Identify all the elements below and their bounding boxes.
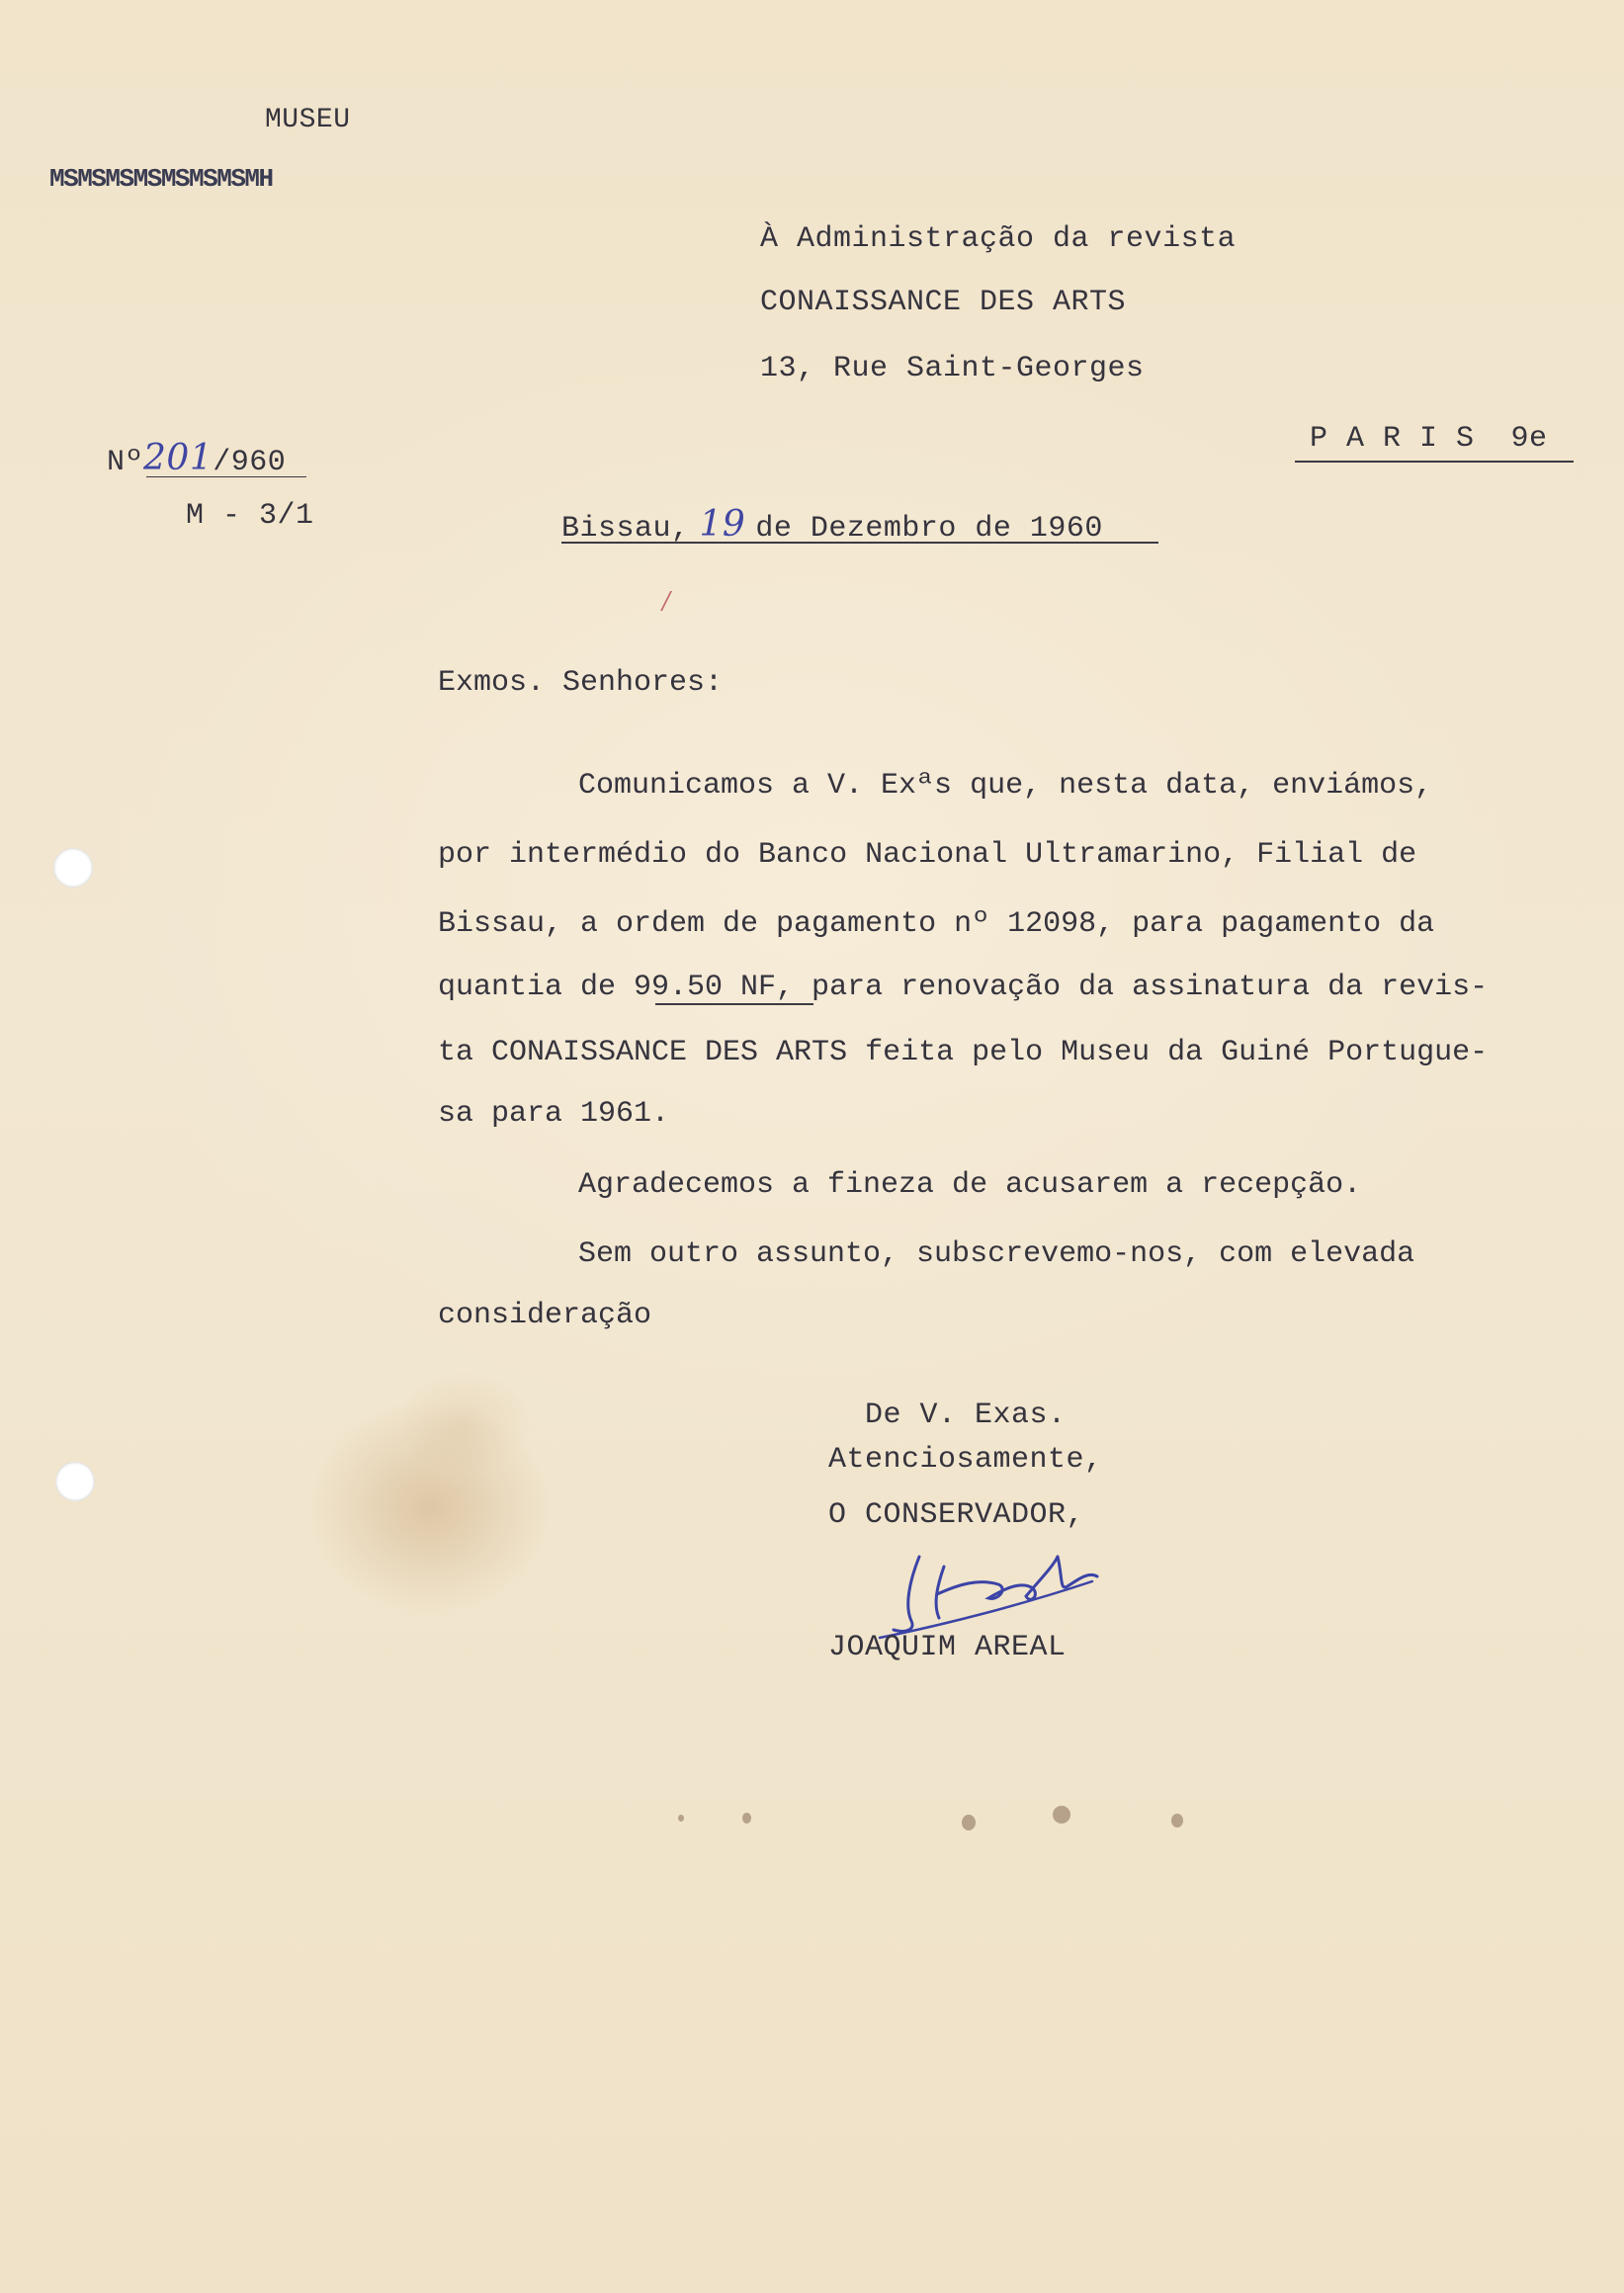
date-underline	[561, 542, 1158, 544]
paragraph-1-line-1: Comunicamos a V. Exªs que, nesta data, enviámos,	[578, 769, 1433, 803]
reference-handwritten-number: 201	[143, 438, 214, 478]
closing-line-1: De V. Exas.	[865, 1399, 1067, 1432]
paragraph-2: Agradecemos a fineza de acusarem a recepção.	[578, 1168, 1362, 1202]
stain-spot	[742, 1813, 751, 1824]
sender-museum: MUSEU	[265, 105, 351, 135]
sender-struck-line: MSMSMSMSMSMSMSMH	[49, 164, 273, 194]
reference-year: /960	[213, 446, 287, 479]
stain-spot	[1053, 1806, 1070, 1824]
date-line	[561, 504, 1103, 546]
paragraph-1-line-4: quantia de 99.50 NF, para renovação da assinatura da revis-	[438, 971, 1489, 1004]
recipient-line-2: CONAISSANCE DES ARTS	[760, 286, 1127, 319]
closing-line-3: O CONSERVADOR,	[828, 1498, 1085, 1532]
punch-hole-top	[53, 848, 93, 888]
stain-spot	[962, 1815, 976, 1830]
paragraph-3-line-2: consideração	[438, 1299, 652, 1332]
stain-spot	[1171, 1814, 1183, 1827]
paragraph-1-line-5: ta CONAISSANCE DES ARTS feita pelo Museu da Guiné Portugue-	[438, 1036, 1489, 1069]
date-handwritten-day: 19	[699, 504, 746, 545]
date-place: Bissau,	[561, 512, 690, 546]
date-rest: de Dezembro de 1960	[755, 512, 1103, 546]
city-underline	[1295, 461, 1574, 463]
reference-underline	[146, 476, 306, 477]
paragraph-1-line-6: sa para 1961.	[438, 1097, 670, 1131]
paragraph-1-line-2: por intermédio do Banco Nacional Ultramarino, Filial de	[438, 838, 1417, 872]
closing-line-2: Atenciosamente,	[828, 1443, 1103, 1477]
reference-number	[107, 438, 286, 479]
salutation: Exmos. Senhores:	[438, 666, 724, 700]
stain-spot	[678, 1815, 684, 1822]
recipient-city: P A R I S 9e	[1310, 422, 1548, 456]
amount-underline	[655, 1003, 813, 1005]
paragraph-1-line-3: Bissau, a ordem de pagamento nº 12098, para pagamento da	[438, 907, 1435, 941]
paragraph-3-line-1: Sem outro assunto, subscrevemo-nos, com elevada	[578, 1237, 1415, 1271]
reference-prefix: Nº	[107, 446, 144, 479]
signatory-name: JOAQUIM AREAL	[828, 1631, 1067, 1664]
punch-hole-bottom	[55, 1462, 95, 1501]
margin-mark: /	[662, 587, 671, 615]
recipient-line-3: 13, Rue Saint-Georges	[760, 352, 1145, 385]
reference-code: M - 3/1	[186, 499, 314, 533]
recipient-line-1: À Administração da revista	[760, 222, 1237, 256]
